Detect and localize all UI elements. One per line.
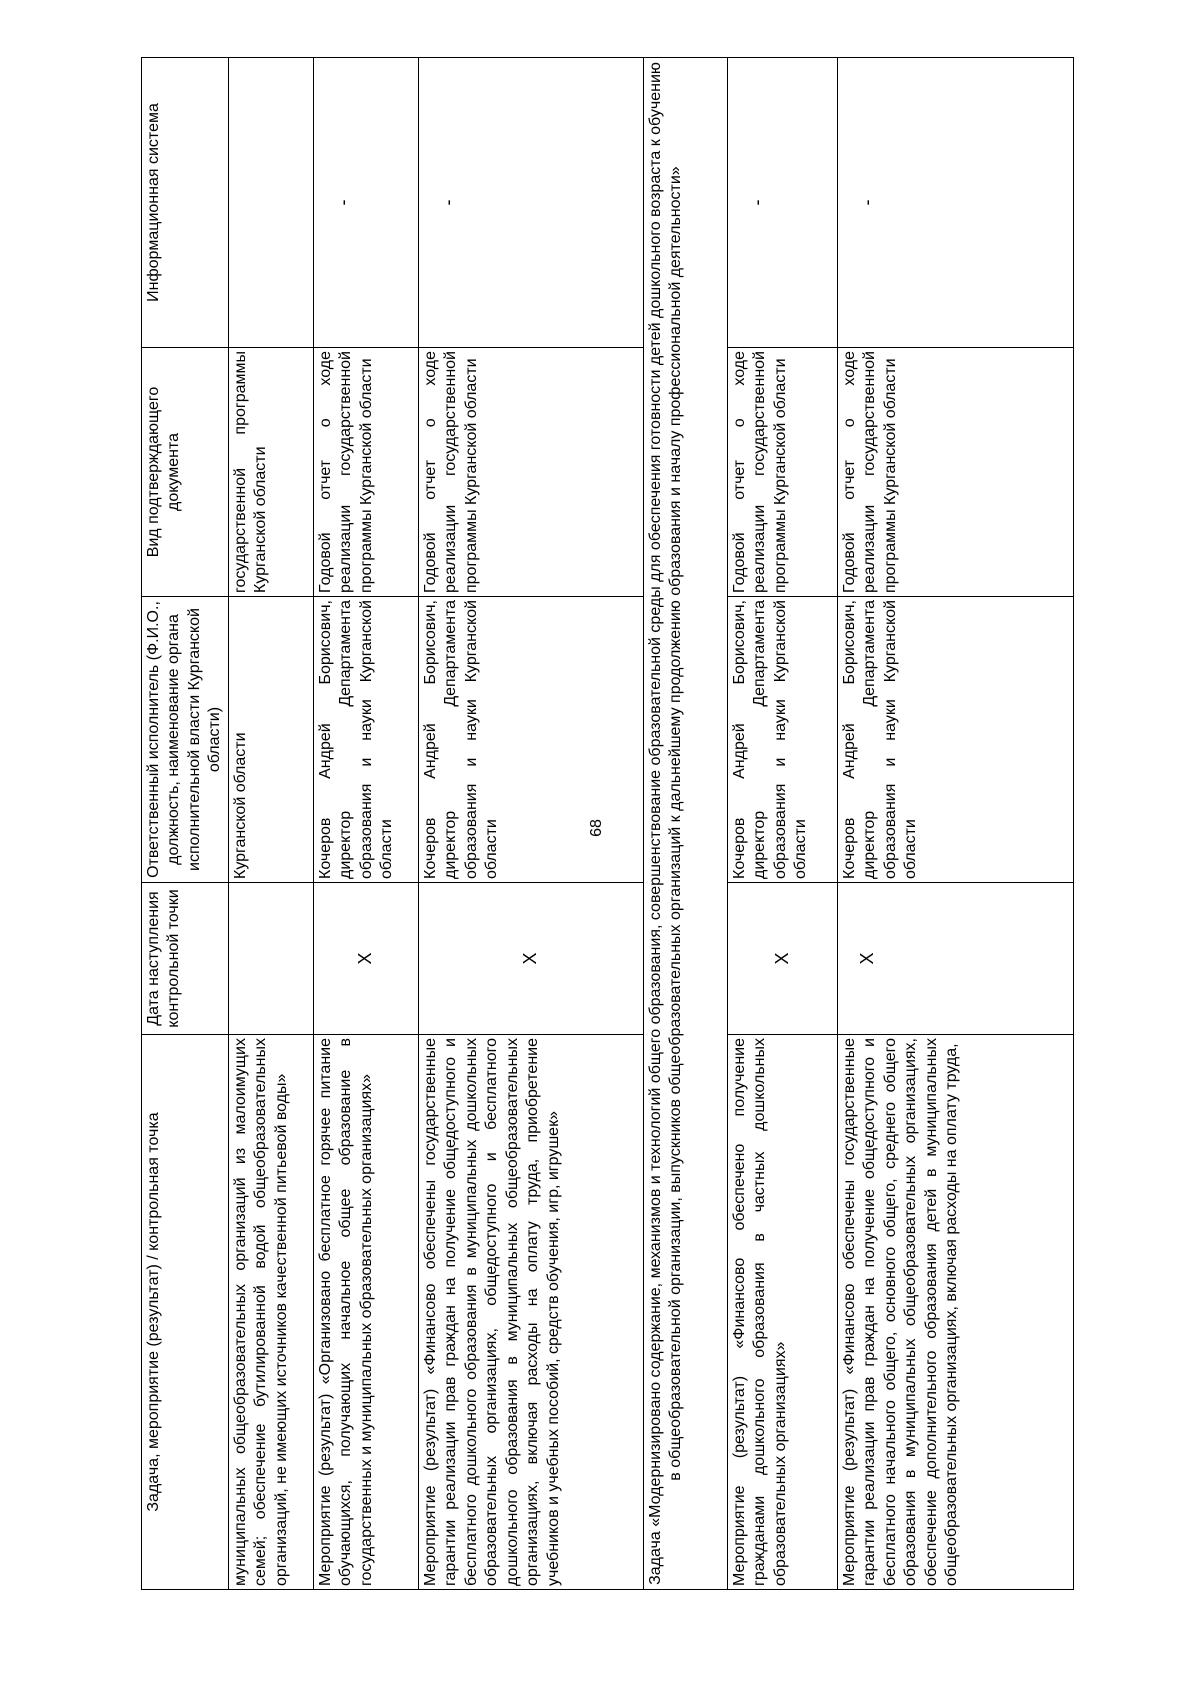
cell-document: Годовой отчет о ходе реализации государственной программы Курганской области: [728, 348, 838, 597]
table-row: [229, 58, 314, 1590]
cell-system: -: [314, 58, 419, 348]
cell-executor: Кочеров Андрей Борисович, директор Департамента образования и науки Курганской области: [728, 597, 838, 883]
cell-date: X: [838, 883, 1074, 1035]
cell-system: -: [419, 58, 644, 348]
cell-task: муниципальных общеобразовательных организаций из малоимущих семей; обеспечение бутилированной водой общеобразовательных организаций, не имеющих источников качественной питьевой воды»: [229, 1035, 314, 1590]
cell-task: Мероприятие (результат) «Финансово обеспечено получение гражданами дошкольного образования в частных дошкольных образовательных организациях»: [728, 1035, 838, 1590]
header-task: Задача, мероприятие (результат) / контрольная точка: [142, 1035, 229, 1590]
cell-document: Годовой отчет о ходе реализации государственной программы Курганской области: [838, 348, 1074, 597]
cell-executor: Курганской области: [229, 597, 314, 883]
header-date: Дата наступления контрольной точки: [142, 883, 229, 1035]
cell-date: X: [728, 883, 838, 1035]
cell-date: X: [314, 883, 419, 1035]
control-points-table: [141, 57, 1074, 1590]
table-row: [838, 58, 1074, 1590]
header-executor: Ответственный исполнитель (Ф.И.О., должность, наименование органа исполнительной власти Курганской области): [142, 597, 229, 883]
cell-date: [229, 883, 314, 1035]
cell-system: -: [728, 58, 838, 348]
cell-system: [229, 58, 314, 348]
cell-document: государственной программы Курганской области: [229, 348, 314, 597]
cell-executor: Кочеров Андрей Борисович, директор Департамента образования и науки Курганской области: [419, 597, 644, 883]
cell-task: Мероприятие (результат) «Финансово обеспечены государственные гарантии реализации прав граждан на получение общедоступного и бесплатного дошкольного образования в муниципальных дошкольных образовательных организациях, общедоступного и бесплатного дошкольного образования в муниципальных общеобразовательных организациях, включая расходы на оплату труда, приобретение учебников и учебных пособий, средств обучения, игр, игрушек»: [419, 1035, 644, 1590]
page-number: 68: [588, 819, 605, 837]
task-heading: Задача «Модернизировано содержание, механизмов и технологий общего образования, совершенствование образовательной среды для обеспечения готовности детей дошкольного возраста к обучению в общеобразовательной организации, выпускников общеобразовательных организаций к дальнейшему продолжению образования и началу профессиональной деятельности»: [644, 58, 728, 1590]
table-row: [314, 58, 419, 1590]
header-document: Вид подтверждающего документа: [142, 348, 229, 597]
cell-executor: Кочеров Андрей Борисович, директор Департамента образования и науки Курганской области: [314, 597, 419, 883]
cell-document: Годовой отчет о ходе реализации государственной программы Курганской области: [314, 348, 419, 597]
cell-document: Годовой отчет о ходе реализации государственной программы Курганской области: [419, 348, 644, 597]
rotated-table-container: [141, 58, 1073, 1590]
cell-task: Мероприятие (результат) «Финансово обеспечены государственные гарантии реализации прав граждан на получение общедоступного и бесплатного начального общего, основного общего, среднего общего образования в муниципальных общеобразовательных организациях, обеспечение дополнительного образования детей в муниципальных общеобразовательных организациях, включая расходы на оплату труда,: [838, 1035, 1074, 1590]
cell-date: X: [419, 883, 644, 1035]
cell-task: Мероприятие (результат) «Организовано бесплатное горячее питание обучающихся, получающих начальное общее образование в государственных и муниципальных образовательных организациях»: [314, 1035, 419, 1590]
task-heading-row: [644, 58, 728, 1590]
cell-system: -: [838, 58, 1074, 348]
header-row: [142, 58, 229, 1590]
table-row: [419, 58, 644, 1590]
cell-executor: Кочеров Андрей Борисович, директор Департамента образования и науки Курганской области: [838, 597, 1074, 883]
table-row: [728, 58, 838, 1590]
header-system: Информационная система: [142, 58, 229, 348]
